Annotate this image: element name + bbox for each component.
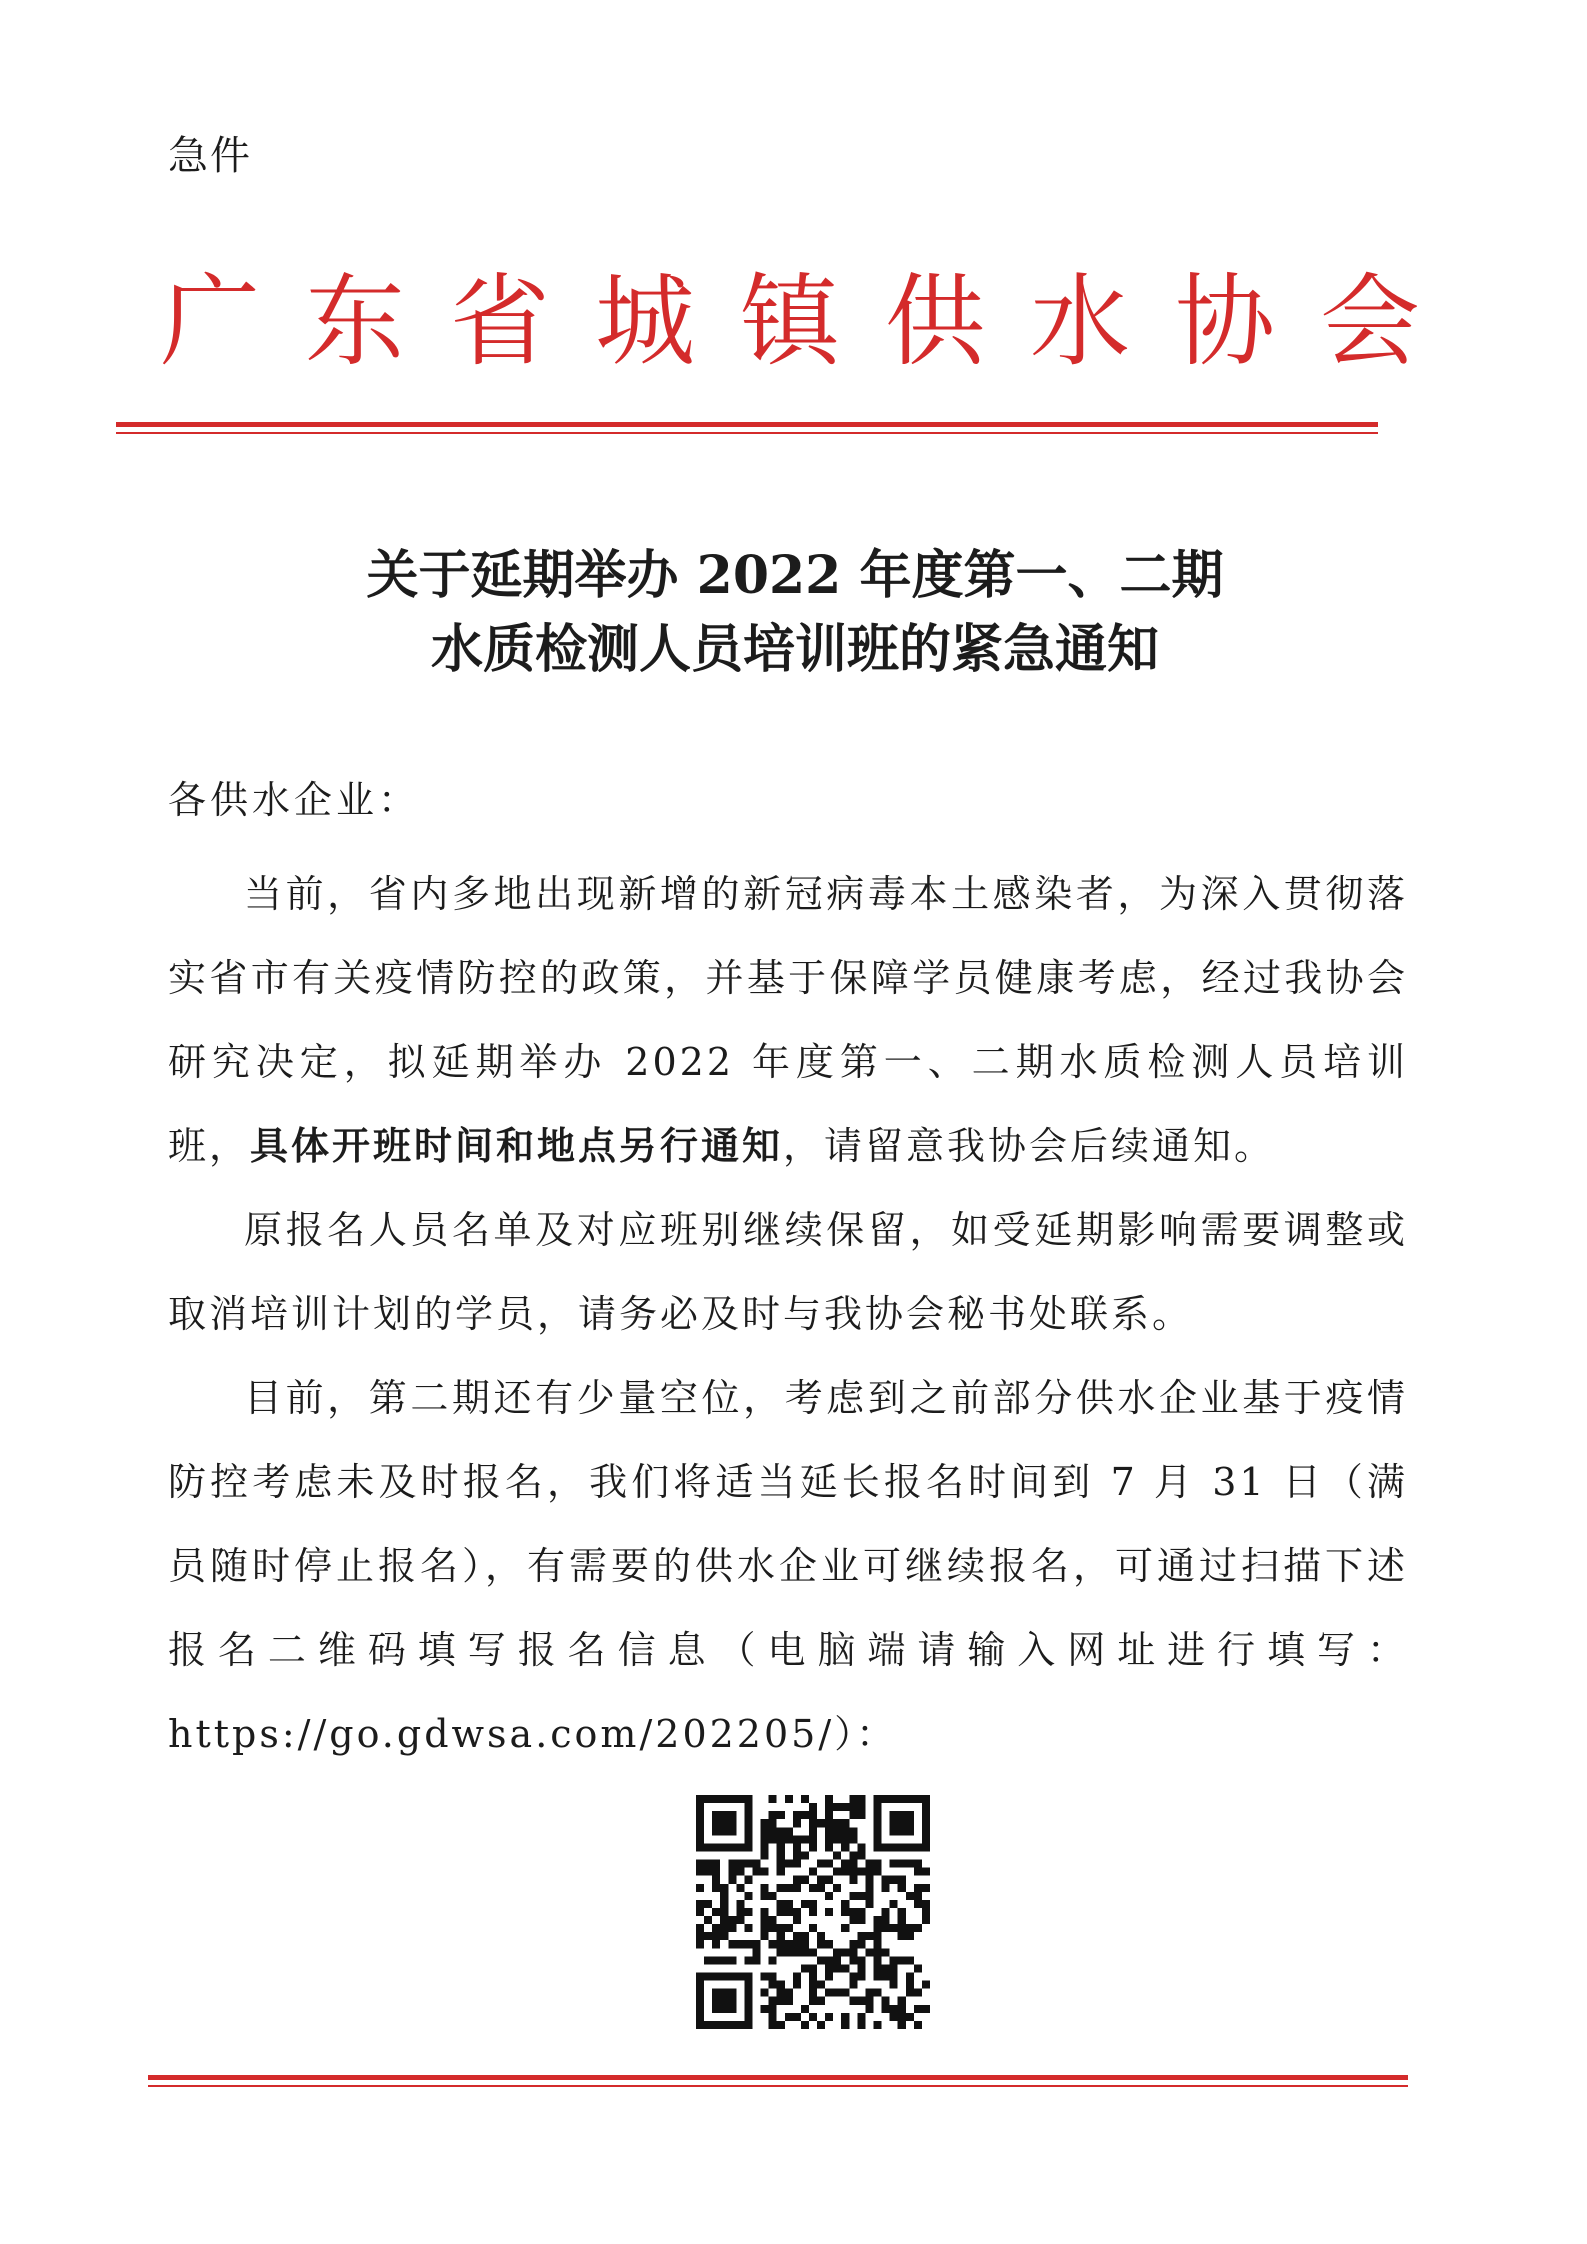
organization-name: 广东省城镇供水协会 [160, 263, 1465, 380]
paragraph-1-text-end: ，请留意我协会后续通知。 [783, 1124, 1276, 1168]
paragraph-1-text: 当前，省内多地出现新增的新冠病毒本土感染者，为深入贯彻落实省市有关疫情防控的政策，并基于保障学员健康考虑，经过我协会研究决定，拟延期举办 2022 年度第一、二期水质检测人员培训班， [168, 872, 1408, 1168]
paragraph-registration-retained: 原报名人员名单及对应班别继续保留，如受延期影响需要调整或取消培训计划的学员，请务必及时与我协会秘书处联系。 [168, 1208, 1408, 1336]
paragraph-1-emphasis: 具体开班时间和地点另行通知 [250, 1123, 784, 1168]
notice-body [168, 852, 1408, 1776]
paragraph-extended-registration: 目前，第二期还有少量空位，考虑到之前部分供水企业基于疫情防控考虑未及时报名，我们将适当延长报名时间到 7 月 31 日（满员随时停止报名），有需要的供水企业可继续报名，可通过扫描下述报名二维码填写报名信息（电脑端请输入网址进行填写：https://go.gdwsa.com/202205/）： [168, 1376, 1408, 1756]
notice-title-line-1: 关于延期举办 2022 年度第一、二期 [366, 545, 1224, 606]
header-divider-thick [116, 422, 1378, 427]
notice-title-line-2: 水质检测人员培训班的紧急通知 [430, 619, 1159, 680]
header-divider-thin [116, 432, 1378, 434]
footer-divider-thick [148, 2075, 1408, 2080]
footer-divider-thin [148, 2085, 1408, 2087]
qr-code-icon[interactable] [696, 1795, 930, 2029]
salutation: 各供水企业： [168, 778, 421, 822]
paragraph-postponement [168, 852, 1408, 1188]
urgency-label: 急件 [168, 133, 252, 179]
